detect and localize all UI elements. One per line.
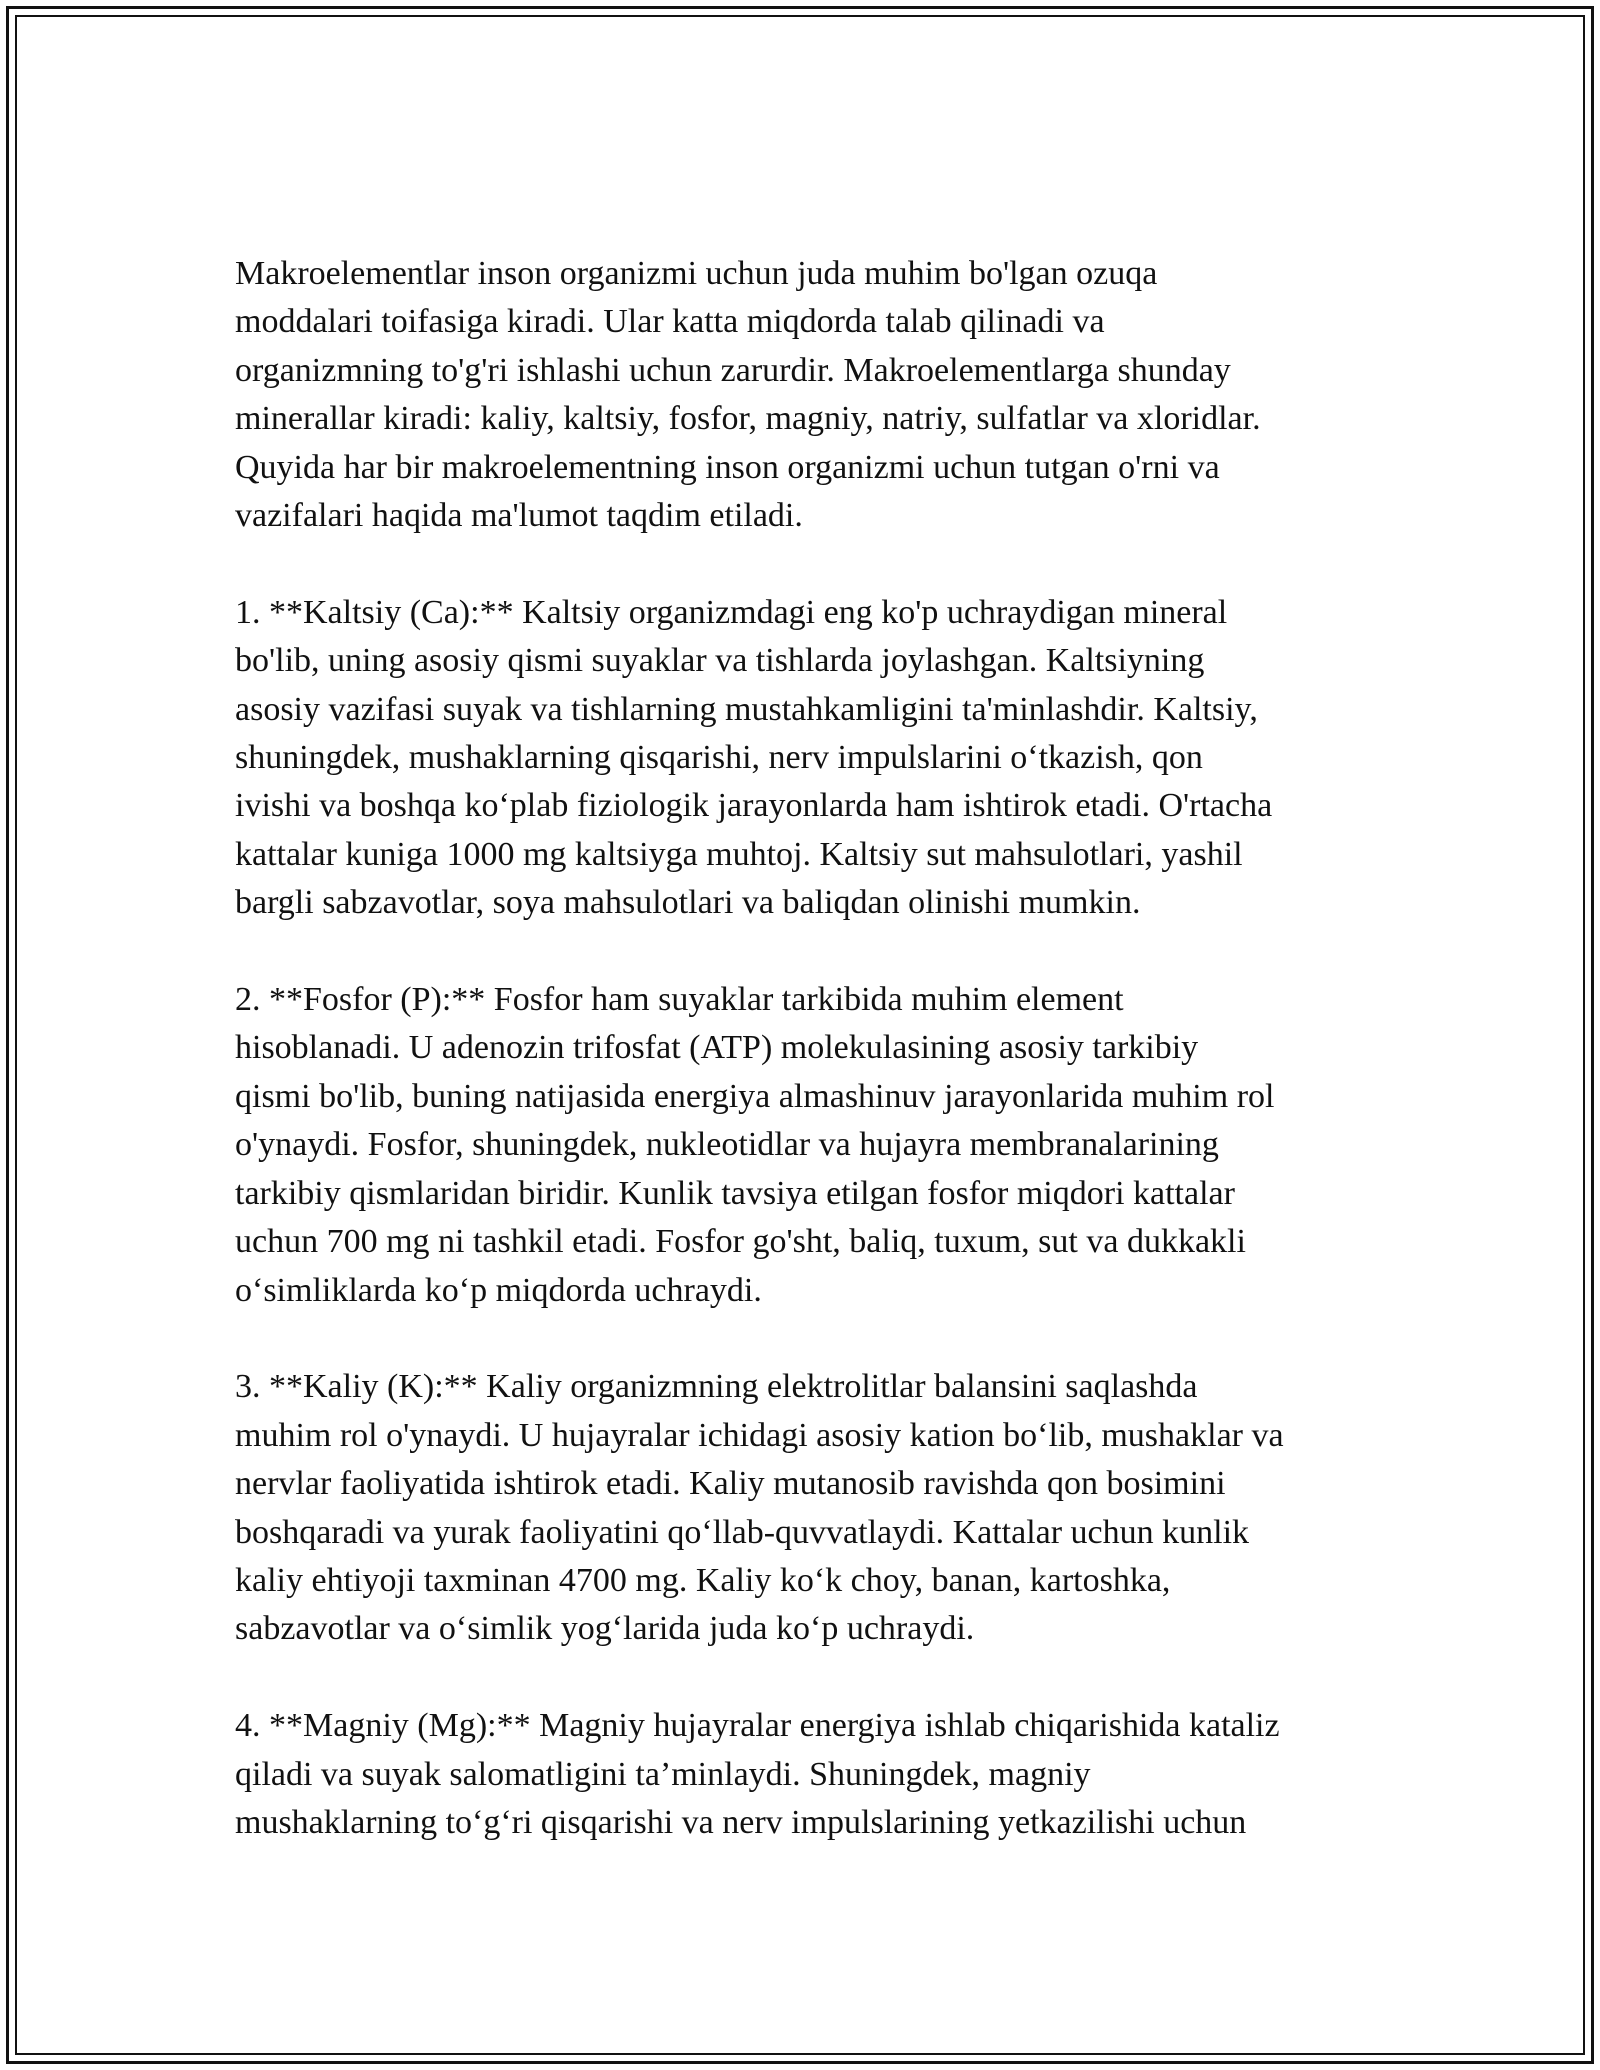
text-line: 2. **Fosfor (P):** Fosfor ham suyaklar tarkibida muhim element [235, 981, 1124, 1019]
text-line: qismi bo'lib, buning natijasida energiya almashinuv jarayonlarida muhim rol [235, 1077, 1275, 1115]
paragraph-intro [235, 250, 1385, 540]
text-line: organizmning to'g'ri ishlashi uchun zarurdir. Makroelementlarga shunday [235, 351, 1231, 389]
text-line: Quyida har bir makroelementning inson organizmi uchun tutgan o'rni va [235, 448, 1220, 486]
text-line: uchun 700 mg ni tashkil etadi. Fosfor go'sht, baliq, tuxum, sut va dukkakli [235, 1223, 1246, 1261]
text-line: kattalar kuniga 1000 mg kaltsiyga muhtoj. Kaltsiy sut mahsulotlari, yashil [235, 835, 1243, 873]
text-line: qiladi va suyak salomatligini ta’minlaydi. Shuningdek, magniy [235, 1755, 1091, 1793]
text-line: tarkibiy qismlaridan biridir. Kunlik tavsiya etilgan fosfor miqdori kattalar [235, 1174, 1235, 1212]
text-line: 4. **Magniy (Mg):** Magniy hujayralar energiya ishlab chiqarishida kataliz [235, 1707, 1280, 1745]
text-line: 1. **Kaltsiy (Ca):** Kaltsiy organizmdagi eng ko'p uchraydigan mineral [235, 593, 1228, 631]
text-line: sabzavotlar va o‘simlik yog‘larida juda ko‘p uchraydi. [235, 1610, 975, 1648]
text-line: o‘simliklarda ko‘p miqdorda uchraydi. [235, 1271, 762, 1309]
text-line: hisoblanadi. U adenozin trifosfat (ATP) molekulasining asosiy tarkibiy [235, 1029, 1199, 1067]
text-line: Makroelementlar inson organizmi uchun juda muhim bo'lgan ozuqa [235, 255, 1158, 292]
paragraph-kaliy [235, 1363, 1385, 1653]
text-line: 3. **Kaliy (K):** Kaliy organizmning elektrolitlar balansini saqlashda [235, 1368, 1198, 1406]
document-body [235, 250, 1385, 1896]
paragraph-fosfor [235, 976, 1385, 1315]
text-line: nervlar faoliyatida ishtirok etadi. Kaliy mutanosib ravishda qon bosimini [235, 1465, 1226, 1503]
text-line: kaliy ehtiyoji taxminan 4700 mg. Kaliy ko‘k choy, banan, kartoshka, [235, 1561, 1171, 1599]
text-line: ivishi va boshqa ko‘plab fiziologik jarayonlarda ham ishtirok etadi. O'rtacha [235, 787, 1273, 825]
text-line: o'ynaydi. Fosfor, shuningdek, nukleotidlar va hujayra membranalarining [235, 1126, 1219, 1164]
text-line: moddalari toifasiga kiradi. Ular katta miqdorda talab qilinadi va [235, 303, 1105, 341]
text-line: boshqaradi va yurak faoliyatini qo‘llab-quvvatlaydi. Kattalar uchun kunlik [235, 1513, 1250, 1551]
text-line: minerallar kiradi: kaliy, kaltsiy, fosfor, magniy, natriy, sulfatlar va xloridlar. [235, 400, 1261, 438]
text-line: mushaklarning to‘g‘ri qisqarishi va nerv impulslarining yetkazilishi uchun [235, 1803, 1247, 1841]
text-line: bo'lib, uning asosiy qismi suyaklar va tishlarda joylashgan. Kaltsiyning [235, 642, 1205, 680]
text-line: shuningdek, mushaklarning qisqarishi, nerv impulslarini o‘tkazish, qon [235, 739, 1203, 777]
paragraph-magniy [235, 1702, 1385, 1847]
text-line: asosiy vazifasi suyak va tishlarning mustahkamligini ta'minlashdir. Kaltsiy, [235, 690, 1258, 728]
text-line: vazifalari haqida ma'lumot taqdim etiladi. [235, 497, 803, 535]
paragraph-kaltsiy [235, 589, 1385, 928]
text-line: bargli sabzavotlar, soya mahsulotlari va baliqdan olinishi mumkin. [235, 884, 1141, 922]
text-line: muhim rol o'ynaydi. U hujayralar ichidagi asosiy kation bo‘lib, mushaklar va [235, 1416, 1284, 1454]
